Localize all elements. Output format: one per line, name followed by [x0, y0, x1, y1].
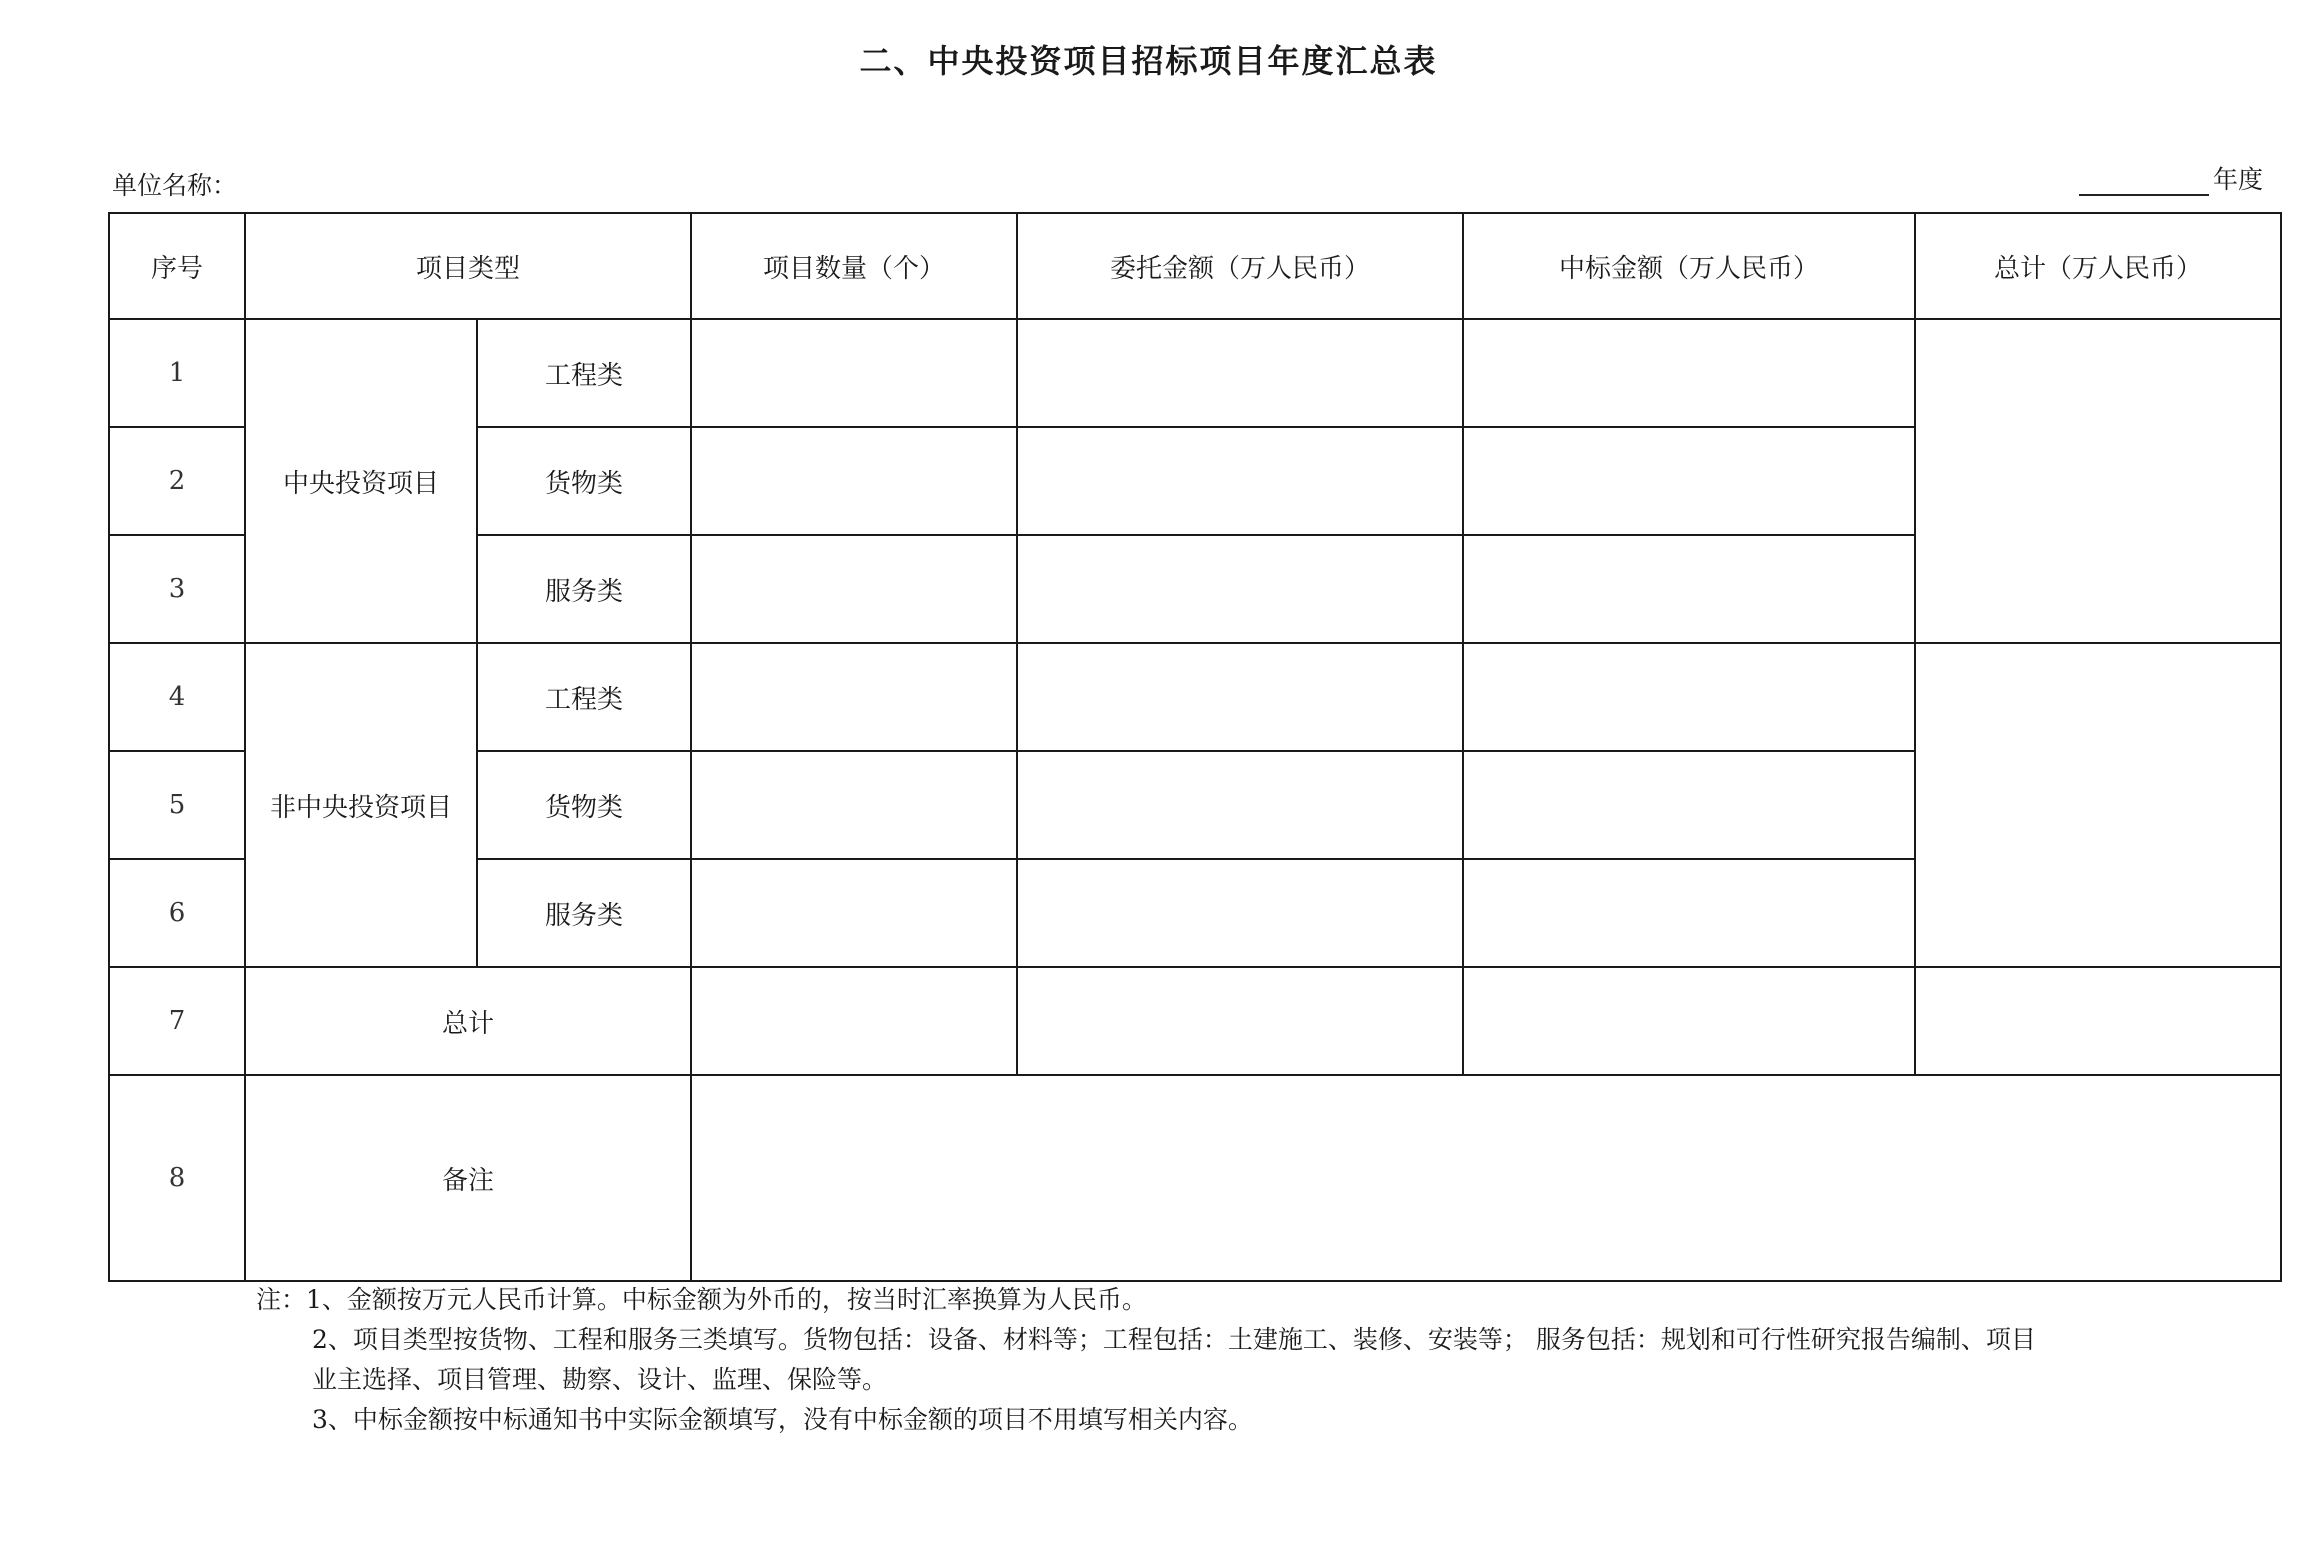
cell-winning[interactable]: [1463, 859, 1915, 967]
row-seq: 6: [109, 859, 245, 967]
cell-entrusted[interactable]: [1017, 535, 1463, 643]
note-2-continued: 业主选择、项目管理、勘察、设计、监理、保险等。: [312, 1365, 888, 1394]
row-seq: 2: [109, 427, 245, 535]
cell-entrusted[interactable]: [1017, 319, 1463, 427]
cell-count[interactable]: [691, 643, 1017, 751]
year-label: 年度: [2212, 165, 2263, 194]
cell-entrusted[interactable]: [1017, 859, 1463, 967]
row-seq: 3: [109, 535, 245, 643]
row-seq: 4: [109, 643, 245, 751]
summary-table: [108, 212, 2282, 1282]
header-entrusted: 委托金额（万人民币）: [1017, 213, 1463, 319]
row-seq: 8: [109, 1075, 245, 1281]
cell-count[interactable]: [691, 751, 1017, 859]
row-subtype: 工程类: [477, 319, 691, 427]
note-3: 3、中标金额按中标通知书中实际金额填写，没有中标金额的项目不用填写相关内容。: [312, 1405, 1253, 1434]
cell-winning-total[interactable]: [1463, 967, 1915, 1075]
cell-count[interactable]: [691, 859, 1017, 967]
cell-count[interactable]: [691, 427, 1017, 535]
cell-entrusted[interactable]: [1017, 751, 1463, 859]
year-field: [2079, 160, 2263, 196]
note-2: 2、项目类型按货物、工程和服务三类填写。货物包括：设备、材料等；工程包括：土建施工、装修、安装等； 服务包括：规划和可行性研究报告编制、项目: [312, 1325, 2036, 1354]
total-label: 总计: [245, 967, 691, 1075]
remark-label: 备注: [245, 1075, 691, 1281]
unit-name-label: 单位名称：: [112, 171, 238, 200]
note-1: 注：1、金额按万元人民币计算。中标金额为外币的，按当时汇率换算为人民币。: [256, 1285, 1147, 1314]
header-count: 项目数量（个）: [691, 213, 1017, 319]
total-row: [109, 967, 2281, 1075]
cell-entrusted[interactable]: [1017, 427, 1463, 535]
header-row: [109, 213, 2281, 319]
cell-winning[interactable]: [1463, 535, 1915, 643]
notes: [256, 1280, 2246, 1440]
row-seq: 5: [109, 751, 245, 859]
group-central: 中央投资项目: [245, 319, 477, 643]
page-title: 二、中央投资项目招标项目年度汇总表: [859, 42, 1438, 80]
header-winning: 中标金额（万人民币）: [1463, 213, 1915, 319]
row-subtype: 服务类: [477, 535, 691, 643]
cell-count[interactable]: [691, 535, 1017, 643]
table-row: [109, 319, 2281, 427]
cell-winning[interactable]: [1463, 427, 1915, 535]
row-subtype: 工程类: [477, 643, 691, 751]
cell-winning[interactable]: [1463, 643, 1915, 751]
row-seq: 1: [109, 319, 245, 427]
cell-total-central[interactable]: [1915, 319, 2281, 643]
cell-grand-total[interactable]: [1915, 967, 2281, 1075]
remark-row: [109, 1075, 2281, 1281]
row-subtype: 服务类: [477, 859, 691, 967]
header-total: 总计（万人民币）: [1915, 213, 2281, 319]
cell-total-noncentral[interactable]: [1915, 643, 2281, 967]
group-noncentral: 非中央投资项目: [245, 643, 477, 967]
cell-winning[interactable]: [1463, 319, 1915, 427]
table-row: [109, 643, 2281, 751]
header-type: 项目类型: [245, 213, 691, 319]
cell-count[interactable]: [691, 319, 1017, 427]
cell-count-total[interactable]: [691, 967, 1017, 1075]
remark-content[interactable]: [691, 1075, 2281, 1281]
cell-entrusted-total[interactable]: [1017, 967, 1463, 1075]
year-blank-line[interactable]: [2079, 168, 2209, 196]
row-subtype: 货物类: [477, 427, 691, 535]
cell-winning[interactable]: [1463, 751, 1915, 859]
row-seq: 7: [109, 967, 245, 1075]
cell-entrusted[interactable]: [1017, 643, 1463, 751]
row-subtype: 货物类: [477, 751, 691, 859]
header-seq: 序号: [109, 213, 245, 319]
